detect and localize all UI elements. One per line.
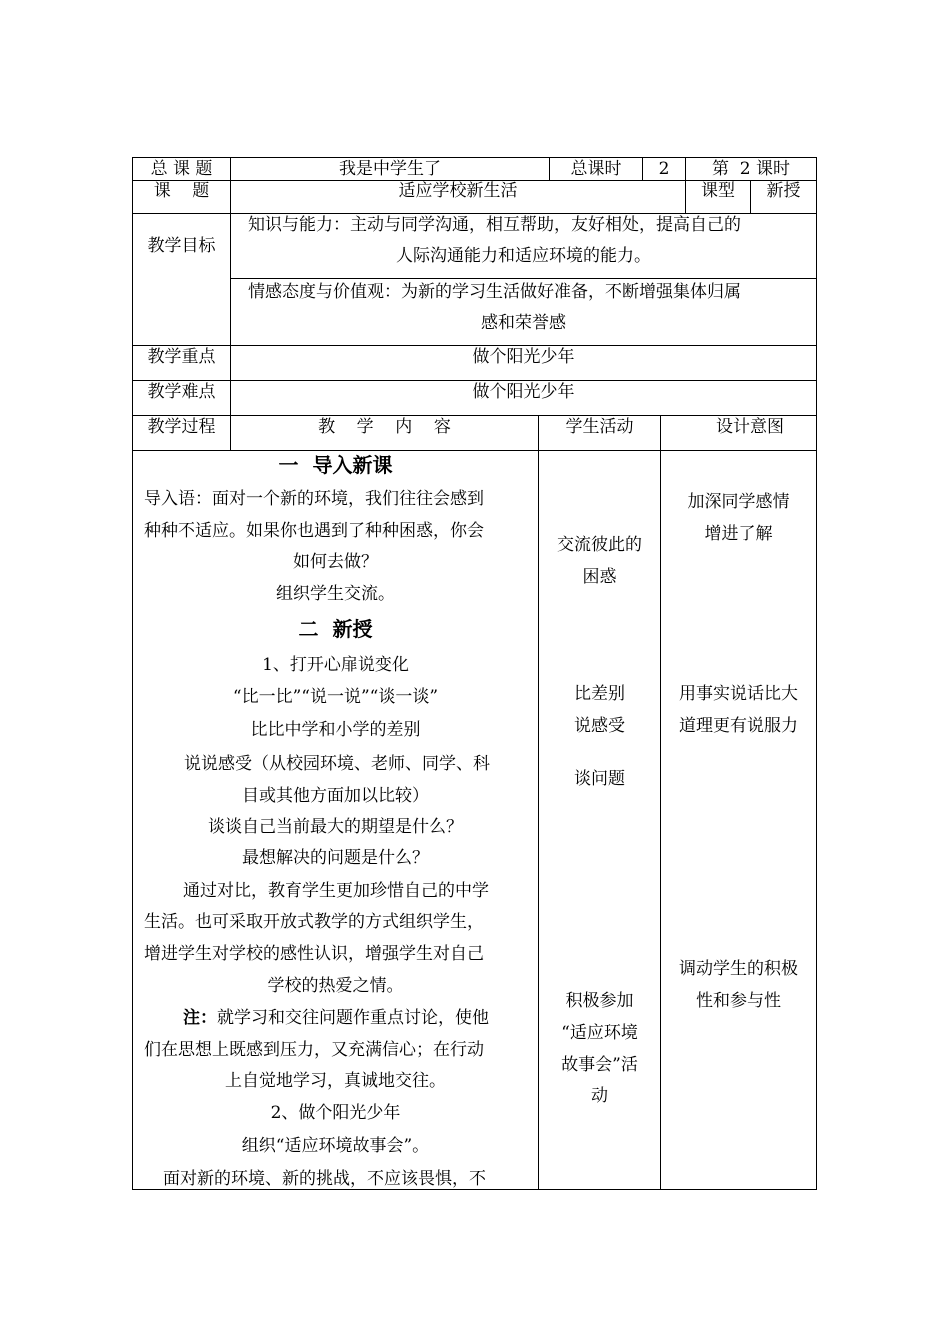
student-header: 学生活动: [565, 417, 634, 437]
content-line: 组织学生交流。: [276, 584, 395, 604]
content-line: 组织“适应环境故事会”。: [241, 1136, 430, 1156]
student-line: “适应环境: [561, 1023, 638, 1043]
content-line: 最想解决的问题是什么？: [242, 848, 429, 868]
student-line: 积极参加: [565, 991, 634, 1011]
design-line: 增进了解: [704, 524, 773, 544]
student-line: 谈问题: [574, 769, 625, 789]
content-line: 增进学生对学校的感性认识，增强学生对自己: [144, 944, 484, 964]
content-line: 上自觉地学习，真诚地交往。: [225, 1071, 446, 1091]
design-line: 用事实说话比大: [679, 684, 798, 704]
process-label: 教学过程: [147, 417, 216, 437]
cell-goals-label: [132, 213, 231, 346]
total-topic-label: 总 课 题: [150, 159, 213, 179]
student-line: 比差别: [574, 684, 625, 704]
content-line: 说说感受（从校园环境、老师、同学、科: [184, 754, 490, 774]
cell-student-body: [538, 450, 661, 1190]
design-line: 加深同学感情: [687, 492, 790, 512]
total-hours: 2: [658, 159, 670, 179]
topic: 适应学校新生活: [398, 181, 518, 201]
content-line: 目或其他方面加以比较）: [242, 786, 429, 806]
content-header: 教 学 内 容: [318, 417, 451, 437]
student-line: 故事会”活: [561, 1055, 638, 1075]
goal-1-line-1: 知识与能力：主动与同学沟通，相互帮助，友好相处，提高自己的: [248, 215, 741, 235]
content-line: 面对新的环境、新的挑战，不应该畏惧，不: [163, 1169, 486, 1189]
design-line: 道理更有说服力: [679, 716, 798, 736]
key-label: 教学重点: [147, 347, 216, 367]
topic-label: 课 题: [153, 181, 210, 201]
note-line-1: [183, 1010, 489, 1027]
design-line: 调动学生的积极: [679, 959, 798, 979]
student-line: 交流彼此的: [557, 535, 642, 555]
content-line: 谈谈自己当前最大的期望是什么？: [208, 817, 463, 837]
goals-label: 教学目标: [147, 236, 216, 256]
content-line: 种种不适应。如果你也遇到了种种困惑，你会: [144, 521, 484, 541]
content-line: 如何去做？: [293, 552, 378, 572]
section-2-title: 二 新授: [298, 617, 373, 641]
content-line: 2、做个阳光少年: [270, 1103, 401, 1123]
design-line: 性和参与性: [696, 991, 781, 1011]
section-1-title: 一 导入新课: [278, 453, 393, 477]
note-label: 注：: [183, 1008, 217, 1028]
difficulty-label: 教学难点: [147, 382, 216, 402]
goal-1-line-2: 人际沟通能力和适应环境的能力。: [396, 246, 651, 266]
note-text: 就学习和交往问题作重点讨论，使他: [217, 1008, 489, 1028]
content-line: 们在思想上既感到压力，又充满信心；在行动: [144, 1040, 484, 1060]
key-value: 做个阳光少年: [472, 347, 575, 367]
goal-2-line-2: 感和荣誉感: [481, 313, 566, 333]
content-line: 通过对比，教育学生更加珍惜自己的中学: [183, 881, 489, 901]
type: 新授: [766, 181, 801, 201]
content-line: 1、打开心扉说变化: [262, 655, 409, 675]
difficulty-value: 做个阳光少年: [472, 382, 575, 402]
design-header: 设计意图: [716, 417, 784, 437]
content-line: “比一比”“说一说”“谈一谈”: [232, 687, 439, 707]
student-line: 动: [591, 1086, 608, 1106]
content-line: 比比中学和小学的差别: [250, 720, 421, 740]
student-line: 困惑: [582, 567, 617, 587]
cell-design-body: [660, 450, 817, 1190]
content-line: 学校的热爱之情。: [267, 976, 404, 996]
content-line: 导入语：面对一个新的环境，我们往往会感到: [144, 489, 484, 509]
goal-2-line-1: 情感态度与价值观：为新的学习生活做好准备，不断增强集体归属: [248, 282, 741, 302]
content-line: 生活。也可采取开放式教学的方式组织学生，: [144, 912, 484, 932]
student-line: 说感受: [574, 716, 625, 736]
lesson-number: 第 2 课时: [711, 159, 791, 179]
total-hours-label: 总课时: [570, 159, 622, 179]
type-label: 课型: [701, 181, 735, 201]
total-topic: 我是中学生了: [339, 159, 441, 179]
